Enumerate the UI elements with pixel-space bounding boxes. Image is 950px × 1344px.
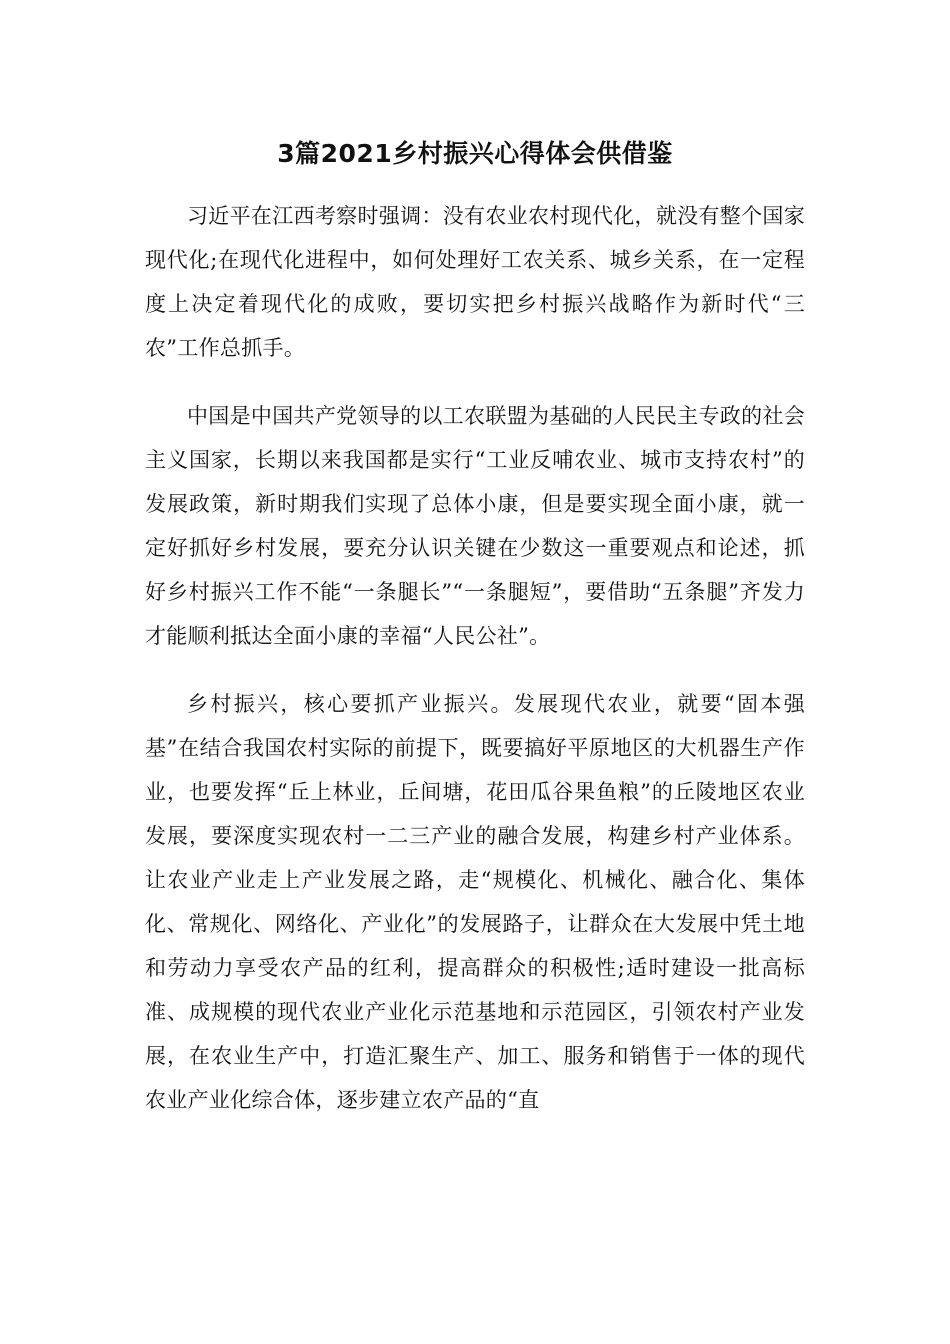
paragraph-1: 习近平在江西考察时强调：没有农业农村现代化，就没有整个国家现代化;在现代化进程中，如何处理好工农关系、城乡关系，在一定程度上决定着现代化的成败，要切实把乡村振兴战略作为新时代“三农”工作总抓手。 <box>145 204 805 360</box>
paragraph-3: 乡村振兴，核心要抓产业振兴。发展现代农业，就要“固本强基”在结合我国农村实际的前提下，既要搞好平原地区的大机器生产作业，也要发挥“丘上林业，丘间塘，花田瓜谷果鱼粮”的丘陵地区农业发展，要深度实现农村一二三产业的融合发展，构建乡村产业体系。让农业产业走上产业发展之路，走“规模化、机械化、融合化、集体化、常规化、网络化、产业化”的发展路子，让群众在大发展中凭土地和劳动力享受农产品的红利，提高群众的积极性;适时建设一批高标准、成规模的现代农业产业化示范基地和示范园区，引领农村产业发展，在农业生产中，打造汇聚生产、加工、服务和销售于一体的现代农业产业化综合体，逐步建立农产品的“直 <box>145 692 805 1112</box>
document-body <box>145 194 805 1146</box>
paragraph-2: 中国是中国共产党领导的以工农联盟为基础的人民民主专政的社会主义国家，长期以来我国都是实行“工业反哺农业、城市支持农村”的发展政策，新时期我们实现了总体小康，但是要实现全面小康，就一定好抓好乡村发展，要充分认识关键在少数这一重要观点和论述，抓好乡村振兴工作不能“一条腿长”“一条腿短”，要借助“五条腿”齐发力才能顺利抵达全面小康的幸福“人民公社”。 <box>145 404 805 648</box>
document-title: 3篇2021乡村振兴心得体会供借鉴 <box>277 139 673 168</box>
